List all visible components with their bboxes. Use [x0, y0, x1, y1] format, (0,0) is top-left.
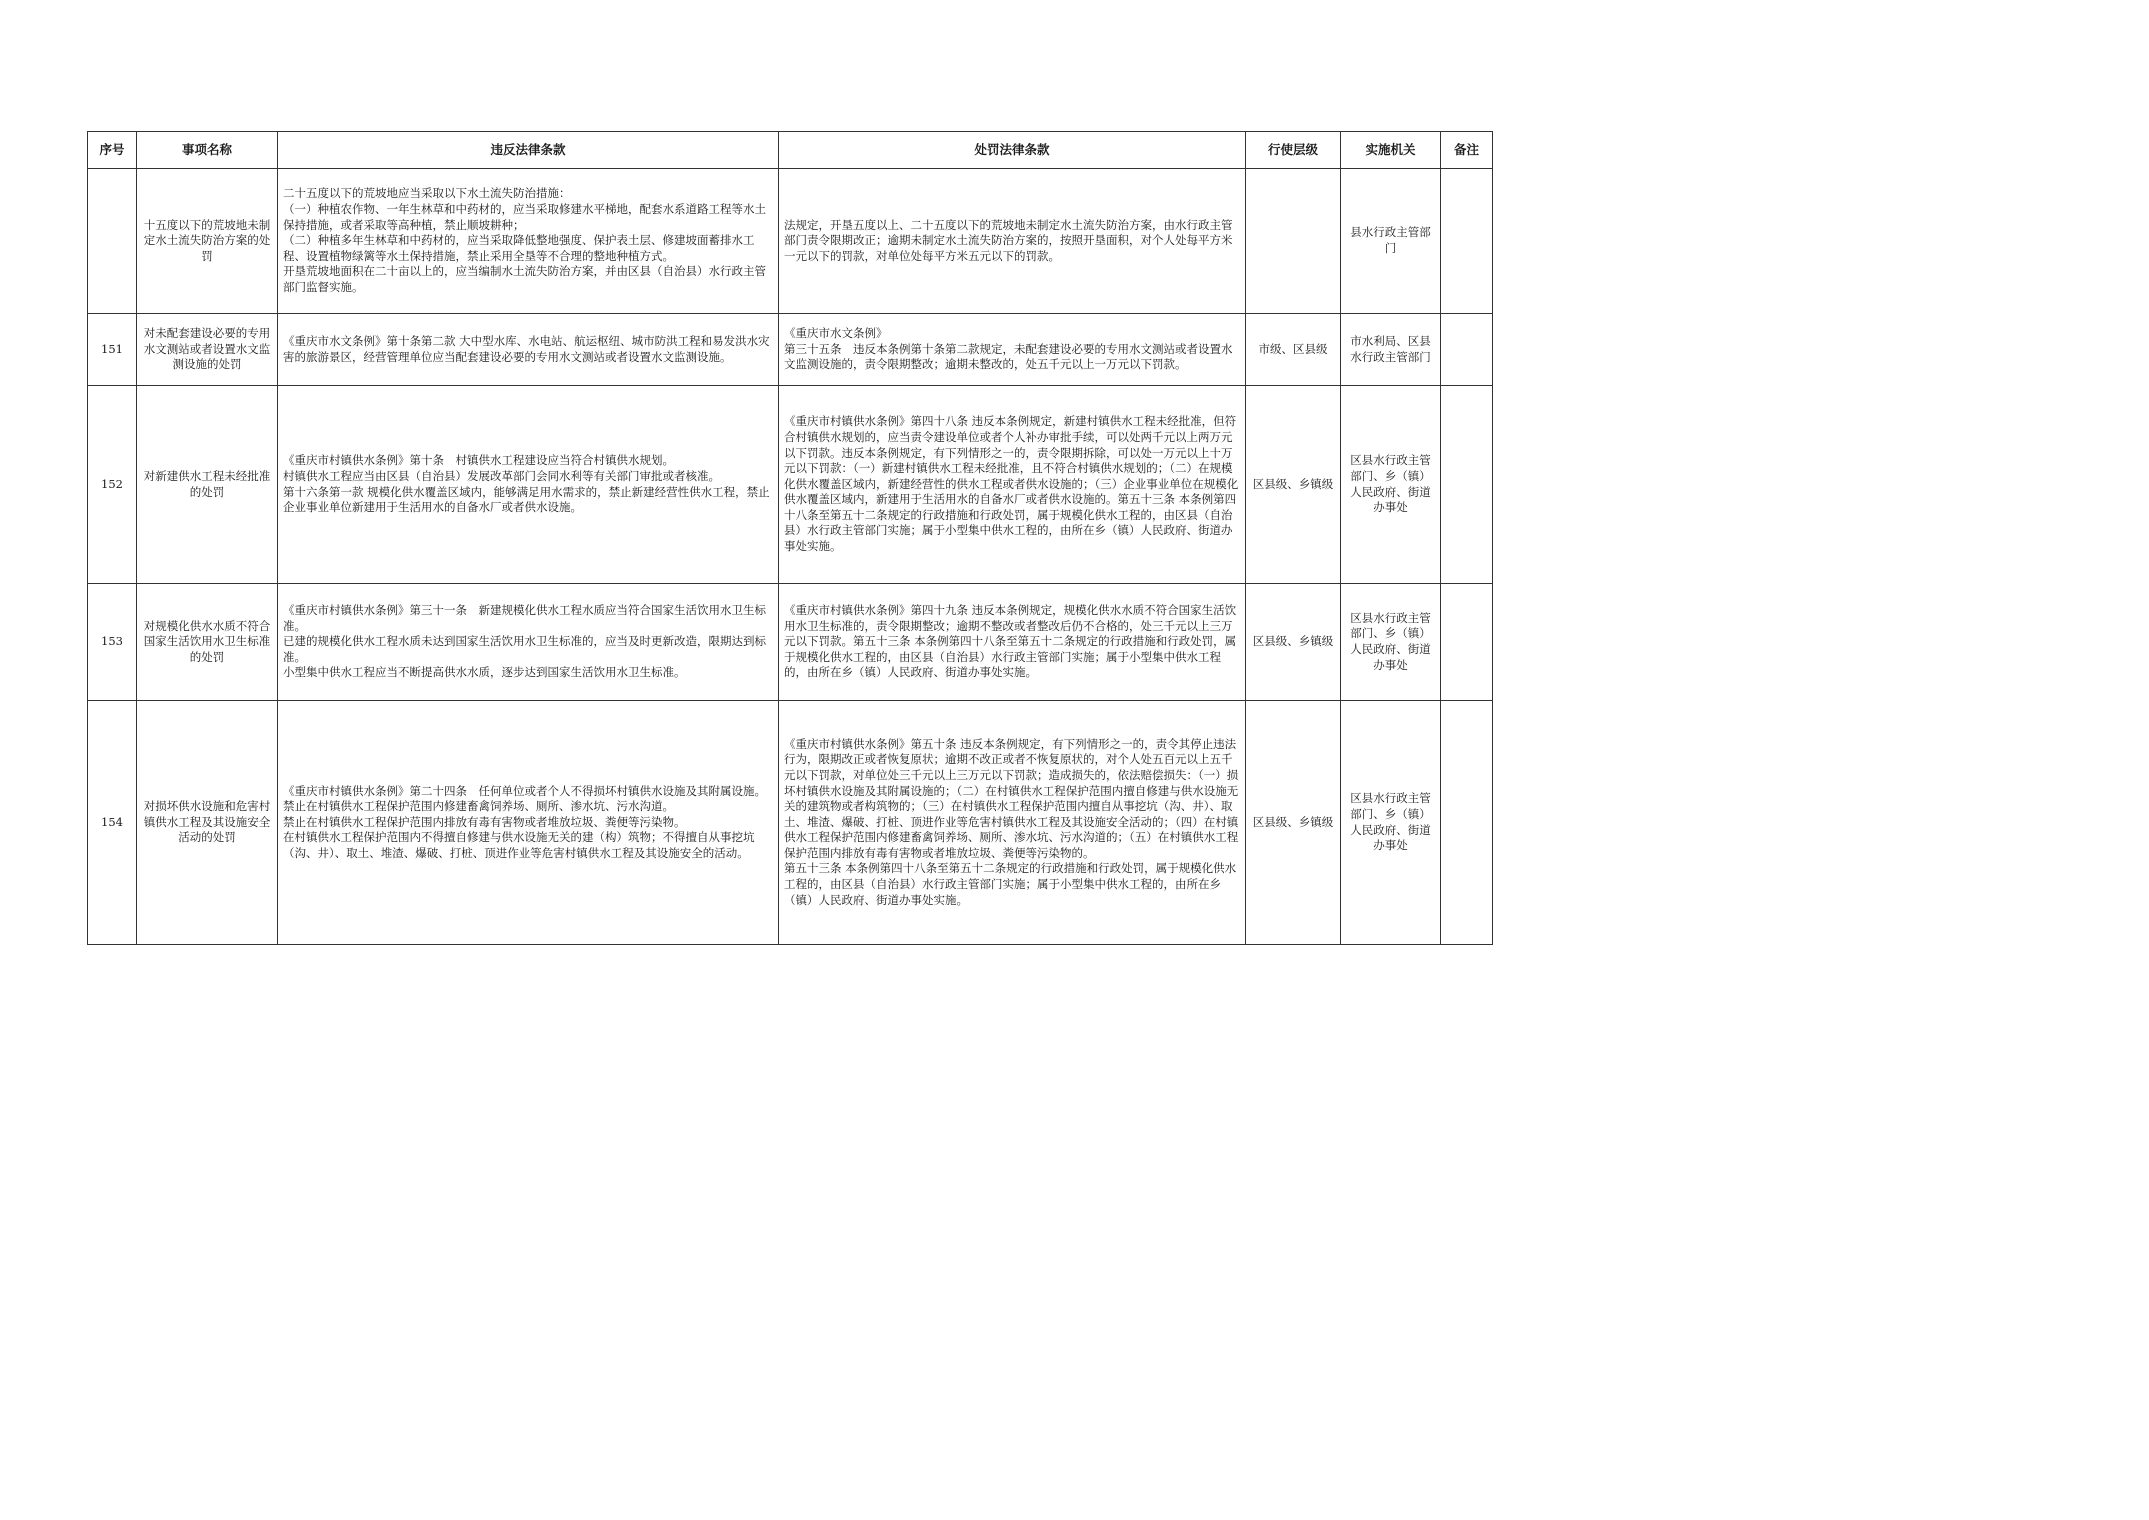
violated-line: 小型集中供水工程应当不断提高供水水质，逐步达到国家生活饮用水卫生标准。	[283, 665, 686, 680]
violated-line: 禁止在村镇供水工程保护范围内修建畜禽饲养场、厕所、渗水坑、污水沟道。	[283, 799, 674, 814]
row-penalty-law	[779, 701, 1246, 945]
row-no: 153	[88, 584, 137, 701]
header-name: 事项名称	[137, 132, 278, 169]
table-row	[88, 169, 1493, 314]
violated-line: （二）种植多年生林草和中药材的，应当采取降低整地强度、保护表土层、修建坡面蓄排水工程、设置植物绿篱等水土保持措施，禁止采用全垦等不合理的整地种植方式。	[283, 233, 755, 263]
row-name: 对未配套建设必要的专用水文测站或者设置水文监测设施的处罚	[137, 314, 278, 386]
penalty-line: 第三十五条 违反本条例第十条第二款规定，未配套建设必要的专用水文测站或者设置水文监测设施的，责令限期整改；逾期未整改的，处五千元以上一万元以下罚款。	[784, 341, 1233, 372]
row-agency: 区县水行政主管部门、乡（镇）人民政府、街道办事处	[1341, 386, 1441, 584]
row-remark	[1441, 169, 1493, 314]
row-level	[1246, 169, 1341, 314]
penalty-line: 第五十三条 本条例第四十八条至第五十二条规定的行政措施和行政处罚，属于规模化供水工程的，由区县（自治县）水行政主管部门实施；属于小型集中供水工程的，由所在乡（镇）人民政府、街道办事处实施。	[784, 861, 1237, 907]
row-agency: 区县水行政主管部门、乡（镇）人民政府、街道办事处	[1341, 584, 1441, 701]
row-name: 十五度以下的荒坡地未制定水土流失防治方案的处罚	[137, 169, 278, 314]
row-penalty-law	[779, 386, 1246, 584]
row-violated-law	[278, 169, 779, 314]
header-agency: 实施机关	[1341, 132, 1441, 169]
regulation-table	[87, 131, 1493, 945]
violated-line: 已建的规模化供水工程水质未达到国家生活饮用水卫生标准的，应当及时更新改造，限期达到标准。	[283, 634, 766, 664]
row-no: 154	[88, 701, 137, 945]
row-name: 对损坏供水设施和危害村镇供水工程及其设施安全活动的处罚	[137, 701, 278, 945]
penalty-line: 《重庆市村镇供水条例》第四十八条 违反本条例规定，新建村镇供水工程未经批准，但符合村镇供水规划的，应当责令建设单位或者个人补办审批手续，可以处两千元以上两万元以下罚款。违反本条例规定，有下列情形之一的，责令限期拆除，可以处一万元以上十万元以下罚款：（一）新建村镇供水工程未经批准，且不符合村镇供水规划的；（二）在规模化供水覆盖区域内，新建经营性的供水工程或者供水设施的；（三）企业事业单位在规模化供水覆盖区域内，新建用于生活用水的自备水厂或者供水设施的。第五十三条 本条例第四十八条至第五十二条规定的行政措施和行政处罚，属于规模化供水工程的，由区县（自治县）水行政主管部门实施；属于小型集中供水工程的，由所在乡（镇）人民政府、街道办事处实施。	[784, 414, 1239, 554]
row-no	[88, 169, 137, 314]
violated-line: 村镇供水工程应当由区县（自治县）发展改革部门会同水利等有关部门审批或者核准。	[283, 468, 720, 483]
violated-line: 第十六条第一款 规模化供水覆盖区域内，能够满足用水需求的，禁止新建经营性供水工程，禁止企业事业单位新建用于生活用水的自备水厂或者供水设施。	[283, 484, 770, 515]
header-row	[88, 132, 1493, 169]
violated-line: 开垦荒坡地面积在二十亩以上的，应当编制水土流失防治方案，并由区县（自治县）水行政主管部门监督实施。	[283, 264, 766, 294]
table-row	[88, 701, 1493, 945]
row-remark	[1441, 701, 1493, 945]
penalty-line: 《重庆市水文条例》	[784, 326, 888, 341]
violated-line: 《重庆市村镇供水条例》第十条 村镇供水工程建设应当符合村镇供水规划。	[283, 453, 674, 468]
violated-line: 禁止在村镇供水工程保护范围内排放有毒有害物或者堆放垃圾、粪便等污染物。	[283, 814, 686, 829]
row-no: 152	[88, 386, 137, 584]
violated-line: 《重庆市村镇供水条例》第三十一条 新建规模化供水工程水质应当符合国家生活饮用水卫生标准。	[283, 603, 766, 633]
row-level: 市级、区县级	[1246, 314, 1341, 386]
penalty-line: 法规定，开垦五度以上、二十五度以下的荒坡地未制定水土流失防治方案，由水行政主管部门责令限期改正；逾期未制定水土流失防治方案的，按照开垦面积，对个人处每平方米一元以下的罚款，对单位处每平方米五元以下的罚款。	[784, 217, 1233, 263]
row-violated-law	[278, 584, 779, 701]
row-level: 区县级、乡镇级	[1246, 386, 1341, 584]
header-violated-law: 违反法律条款	[278, 132, 779, 169]
row-penalty-law	[779, 314, 1246, 386]
header-penalty-law: 处罚法律条款	[779, 132, 1246, 169]
row-agency: 县水行政主管部门	[1341, 169, 1441, 314]
violated-line: 《重庆市村镇供水条例》第二十四条 任何单位或者个人不得损坏村镇供水设施及其附属设施。	[283, 783, 766, 798]
row-name: 对新建供水工程未经批准的处罚	[137, 386, 278, 584]
row-penalty-law	[779, 584, 1246, 701]
row-level: 区县级、乡镇级	[1246, 701, 1341, 945]
violated-line: 二十五度以下的荒坡地应当采取以下水土流失防治措施：	[283, 186, 571, 201]
row-no: 151	[88, 314, 137, 386]
row-violated-law	[278, 314, 779, 386]
row-violated-law	[278, 701, 779, 945]
header-remark: 备注	[1441, 132, 1493, 169]
row-remark	[1441, 314, 1493, 386]
violated-line: 在村镇供水工程保护范围内不得擅自修建与供水设施无关的建（构）筑物；不得擅自从事挖坑（沟、井）、取土、堆渣、爆破、打桩、顶进作业等危害村镇供水工程及其设施安全的活动。	[283, 830, 755, 860]
row-remark	[1441, 386, 1493, 584]
table-row	[88, 584, 1493, 701]
violated-line: 《重庆市水文条例》第十条第二款 大中型水库、水电站、航运枢纽、城市防洪工程和易发洪水灾害的旅游景区，经营管理单位应当配套建设必要的专用水文测站或者设置水文监测设施。	[283, 333, 770, 364]
header-level: 行使层级	[1246, 132, 1341, 169]
header-no: 序号	[88, 132, 137, 169]
penalty-line: 《重庆市村镇供水条例》第四十九条 违反本条例规定，规模化供水水质不符合国家生活饮用水卫生标准的，责令限期整改；逾期不整改或者整改后仍不合格的，处三千元以上三万元以下罚款。第五十三条 本条例第四十八条至第五十二条规定的行政措施和行政处罚，属于规模化供水工程的，由区县（自治县）水行政主管部门实施；属于小型集中供水工程的，由所在乡（镇）人民政府、街道办事处实施。	[784, 603, 1237, 680]
table-row	[88, 386, 1493, 584]
table-row	[88, 314, 1493, 386]
row-name: 对规模化供水水质不符合国家生活饮用水卫生标准的处罚	[137, 584, 278, 701]
row-penalty-law	[779, 169, 1246, 314]
row-agency: 区县水行政主管部门、乡（镇）人民政府、街道办事处	[1341, 701, 1441, 945]
row-remark	[1441, 584, 1493, 701]
row-level: 区县级、乡镇级	[1246, 584, 1341, 701]
violated-line: （一）种植农作物、一年生林草和中药材的，应当采取修建水平梯地，配套水系道路工程等水土保持措施，或者采取等高种植，禁止顺坡耕种；	[283, 202, 766, 232]
penalty-line: 《重庆市村镇供水条例》第五十条 违反本条例规定，有下列情形之一的，责令其停止违法行为，限期改正或者恢复原状；逾期不改正或者不恢复原状的，对个人处五百元以上五千元以下罚款，对单位处三千元以上三万元以下罚款；造成损失的，依法赔偿损失：（一）损坏村镇供水设施及其附属设施的；（二）在村镇供水工程保护范围内擅自修建与供水设施无关的建筑物或者构筑物的；（三）在村镇供水工程保护范围内擅自从事挖坑（沟、井）、取土、堆渣、爆破、打桩、顶进作业等危害村镇供水工程及其设施安全活动的；（四）在村镇供水工程保护范围内修建畜禽饲养场、厕所、渗水坑、污水沟道的；（五）在村镇供水工程保护范围内排放有毒有害物或者堆放垃圾、粪便等污染物的。	[784, 736, 1239, 860]
row-agency: 市水利局、区县水行政主管部门	[1341, 314, 1441, 386]
row-violated-law	[278, 386, 779, 584]
